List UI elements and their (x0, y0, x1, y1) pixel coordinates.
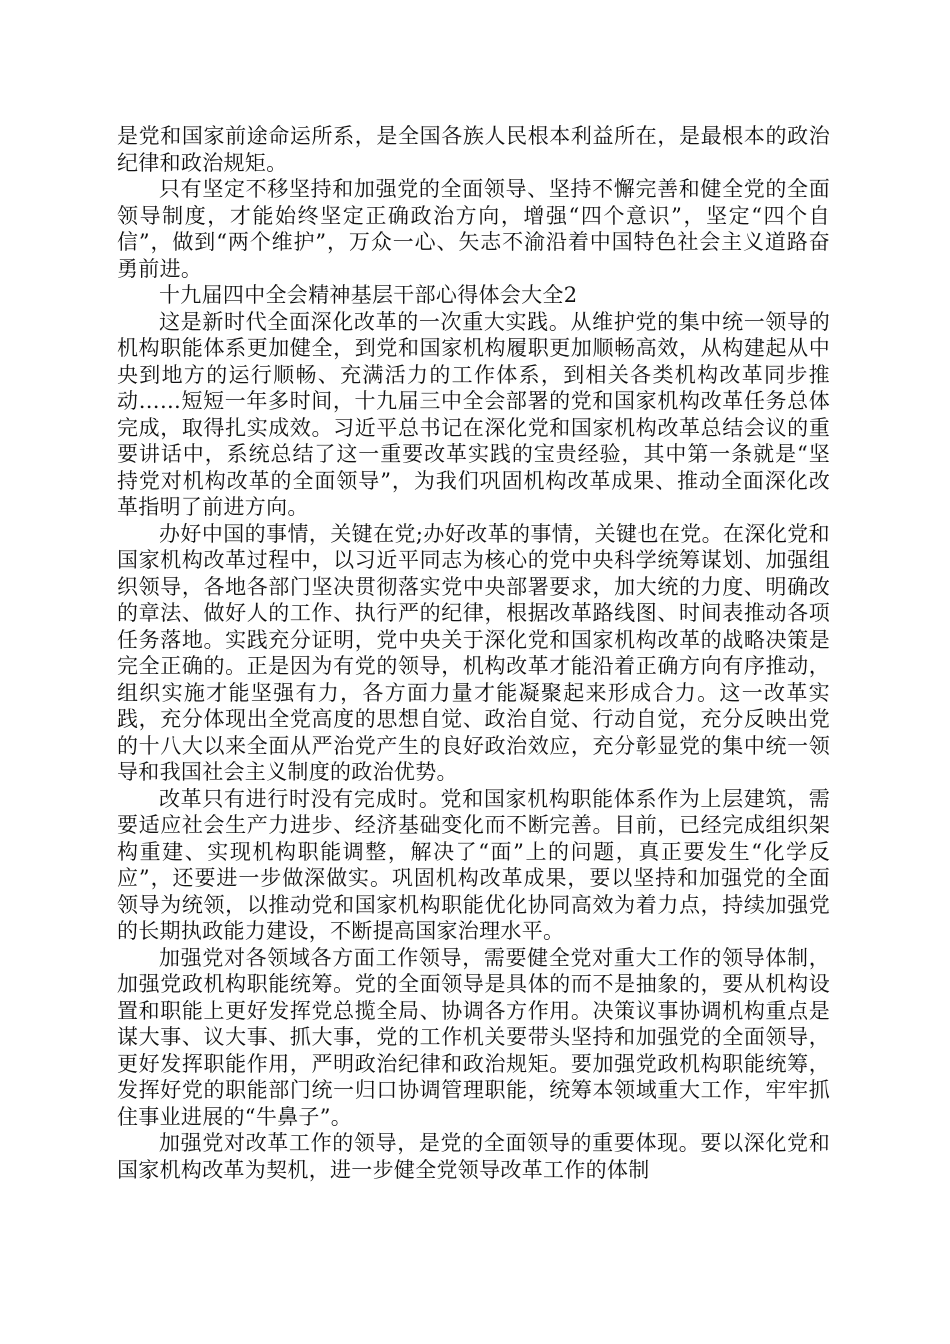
paragraph-1: 是党和国家前途命运所系，是全国各族人民根本利益所在，是最根本的政治纪律和政治规矩。 (117, 124, 830, 175)
paragraph-5: 改革只有进行时没有完成时。党和国家机构职能体系作为上层建筑，需要适应社会生产力进步、经济基础变化而不断完善。目前，已经完成组织架构重建、实现机构职能调整，解决了“面”上的问题，真正要发生“化学反应”，还要进一步做深做实。巩固机构改革成果，要以坚持和加强党的全面领导为统领，以推动党和国家机构职能优化协同高效为着力点，持续加强党的长期执政能力建设，不断提高国家治理水平。 (117, 786, 830, 943)
section-heading: 十九届四中全会精神基层干部心得体会大全2 (159, 283, 578, 307)
paragraph-6: 加强党对各领域各方面工作领导，需要健全党对重大工作的领导体制，加强党政机构职能统筹。党的全面领导是具体的而不是抽象的，要从机构设置和职能上更好发挥党总揽全局、协调各方作用。决策议事协调机构重点是谋大事、议大事、抓大事，党的工作机关要带头坚持和加强党的全面领导，更好发挥职能作用，严明政治纪律和政治规矩。要加强党政机构职能统筹，发挥好党的职能部门统一归口协调管理职能，统筹本领域重大工作，牢牢抓住事业进展的“牛鼻子”。 (117, 945, 830, 1129)
paragraph-7: 加强党对改革工作的领导，是党的全面领导的重要体现。要以深化党和国家机构改革为契机，进一步健全党领导改革工作的体制 (117, 1131, 830, 1182)
paragraph-4: 办好中国的事情，关键在党;办好改革的事情，关键也在党。在深化党和国家机构改革过程中，以习近平同志为核心的党中央科学统筹谋划、加强组织领导，各地各部门坚决贯彻落实党中央部署要求，加大统的力度、明确改的章法、做好人的工作、执行严的纪律，根据改革路线图、时间表推动各项任务落地。实践充分证明，党中央关于深化党和国家机构改革的战略决策是完全正确的。正是因为有党的领导，机构改革才能沿着正确方向有序推动，组织实施才能坚强有力，各方面力量才能凝聚起来形成合力。这一改革实践，充分体现出全党高度的思想自觉、政治自觉、行动自觉，充分反映出党的十八大以来全面从严治党产生的良好政治效应，充分彰显党的集中统一领导和我国社会主义制度的政治优势。 (117, 521, 830, 784)
paragraph-2: 只有坚定不移坚持和加强党的全面领导、坚持不懈完善和健全党的全面领导制度，才能始终坚定正确政治方向，增强“四个意识”，坚定“四个自信”，做到“两个维护”，万众一心、矢志不渝沿着中国特色社会主义道路奋勇前进。 (117, 177, 830, 281)
paragraph-3: 这是新时代全面深化改革的一次重大实践。从维护党的集中统一领导的机构职能体系更加健全，到党和国家机构履职更加顺畅高效，从构建起从中央到地方的运行顺畅、充满活力的工作体系，到相关各类机构改革同步推动……短短一年多时间，十九届三中全会部署的党和国家机构改革任务总体完成，取得扎实成效。习近平总书记在深化党和国家机构改革总结会议的重要讲话中，系统总结了这一重要改革实践的宝贵经验，其中第一条就是“坚持党对机构改革的全面领导”，为我们巩固机构改革成果、推动全面深化改革指明了前进方向。 (117, 309, 830, 519)
document-body (117, 123, 830, 1183)
